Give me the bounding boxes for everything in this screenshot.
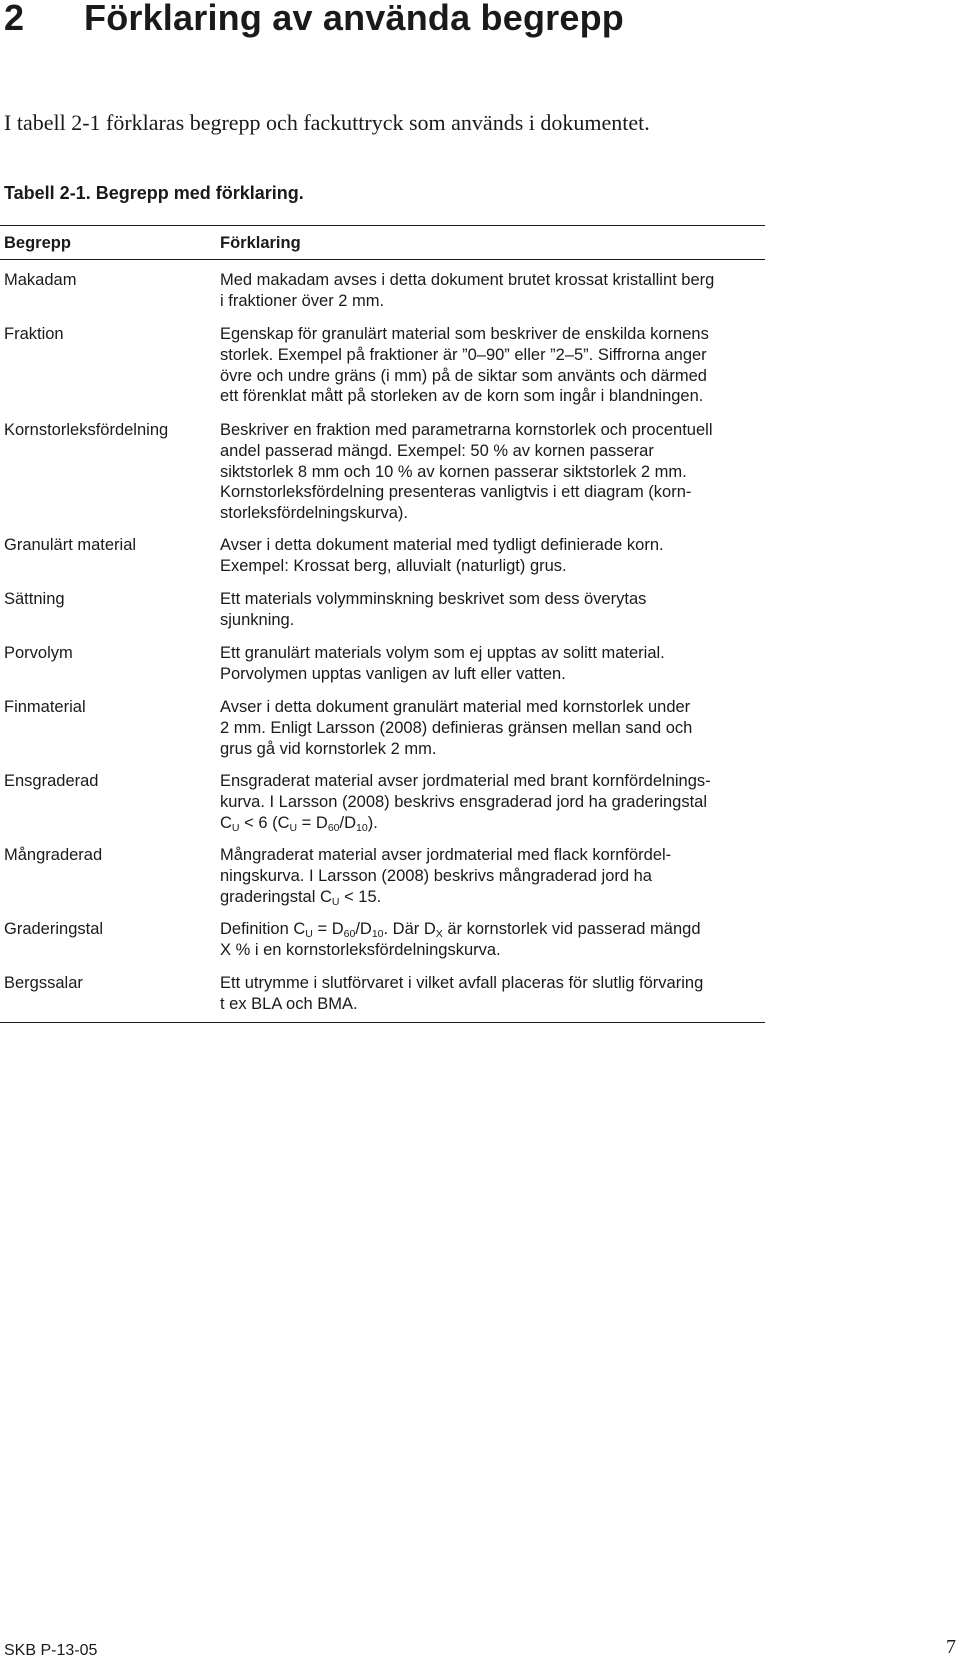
explanation-line: siktstorlek 8 mm och 10 % av kornen passerar siktstorlek 2 mm. [220, 462, 687, 481]
term-cell: Ensgraderad [4, 772, 99, 790]
explanation-line: sjunkning. [220, 610, 295, 629]
explanation-line: Ett utrymme i slutförvaret i vilket avfall placeras för slutlig förvaring [220, 974, 704, 992]
explanation-line: ett förenklat mått på storleken av de korn som ingår i blandningen. [220, 387, 704, 406]
explanation-cell [220, 973, 765, 1015]
explanation-cell [220, 589, 765, 631]
explanation-line: X % i en kornstorleksfördelningskurva. [220, 940, 501, 959]
explanation-cell [220, 919, 765, 961]
explanation-cell [220, 324, 765, 407]
explanation-line: andel passerad mängd. Exempel: 50 % av kornen passerar [220, 441, 654, 460]
table-caption: Tabell 2-1. Begrepp med förklaring. [4, 183, 304, 203]
term-cell: Kornstorleksfördelning [4, 421, 169, 439]
explanation-line: kurva. I Larsson (2008) beskrivs ensgraderad jord ha graderingstal [220, 792, 708, 811]
section-heading [4, 0, 624, 39]
term-cell: Sättning [4, 590, 65, 608]
explanation-cell [220, 643, 765, 685]
explanation-line: Beskriver en fraktion med parametrarna kornstorlek och procentuell [220, 421, 713, 439]
page-number: 7 [946, 1636, 956, 1658]
explanation-line: storleksfördelningskurva). [220, 504, 408, 523]
explanation-line: Kornstorleksfördelning presenteras vanligtvis i ett diagram (korn- [220, 483, 692, 502]
explanation-formula-line: graderingstal $C_U < 15$. [220, 887, 382, 908]
explanation-line: Ett granulärt materials volym som ej upptas av solitt material. [220, 644, 665, 662]
footer-report-id: SKB P-13-05 [4, 1642, 98, 1659]
table-header-rule [0, 259, 765, 260]
term-cell: Granulärt material [4, 536, 137, 554]
explanation-cell [220, 420, 765, 524]
explanation-line: Ensgraderat material avser jordmaterial med brant kornfördelnings- [220, 772, 711, 790]
explanation-line: storlek. Exempel på fraktioner är ”0–90” eller ”2–5”. Siffrorna anger [220, 345, 707, 364]
explanation-line: Avser i detta dokument material med tydligt definierade korn. [220, 536, 664, 554]
explanation-line: grus gå vid kornstorlek 2 mm. [220, 739, 437, 758]
explanation-line: övre och undre gräns (i mm) på de siktar som använts och därmed [220, 366, 707, 385]
table-top-rule [0, 225, 765, 226]
explanation-line: t ex BLA och BMA. [220, 994, 358, 1013]
term-cell: Makadam [4, 271, 77, 289]
explanation-line: Mångraderat material avser jordmaterial med flack kornfördel- [220, 846, 672, 864]
explanation-line: 2 mm. Enligt Larsson (2008) definieras gränsen mellan sand och [220, 718, 693, 737]
explanation-line: i fraktioner över 2 mm. [220, 291, 385, 310]
section-title: Förklaring av använda begrepp [84, 0, 624, 38]
explanation-formula-line: $C_U < 6$ $(C_U = D_{60}/D_{10})$. [220, 813, 378, 834]
explanation-cell [220, 535, 765, 577]
term-cell: Finmaterial [4, 698, 86, 716]
term-cell: Fraktion [4, 325, 64, 343]
term-cell: Bergssalar [4, 974, 83, 992]
section-number: 2 [4, 0, 25, 38]
column-header-term: Begrepp [4, 234, 71, 252]
explanation-line: Porvolymen upptas vanligen av luft eller vatten. [220, 664, 566, 683]
term-cell: Porvolym [4, 644, 73, 662]
explanation-formula-line: Definition $C_U = D_{60}/D_{10}$. Där $D_X$ är kornstorlek vid passerad mängd [220, 920, 701, 940]
explanation-cell [220, 771, 765, 833]
explanation-line: ningskurva. I Larsson (2008) beskrivs mångraderad jord ha [220, 866, 652, 885]
table-bottom-rule [0, 1022, 765, 1023]
column-header-explanation: Förklaring [220, 234, 301, 252]
explanation-cell [220, 270, 765, 312]
term-cell: Mångraderad [4, 846, 103, 864]
explanation-line: Avser i detta dokument granulärt material med kornstorlek under [220, 698, 691, 716]
explanation-line: Med makadam avses i detta dokument brutet krossat kristallint berg [220, 271, 715, 289]
explanation-line: Ett materials volymminskning beskrivet som dess överytas [220, 590, 647, 608]
explanation-line: Egenskap för granulärt material som beskriver de enskilda kornens [220, 325, 709, 343]
intro-paragraph: I tabell 2-1 förklaras begrepp och fackuttryck som används i dokumentet. [4, 110, 650, 135]
explanation-cell [220, 697, 765, 759]
explanation-line: Exempel: Krossat berg, alluvialt (naturligt) grus. [220, 556, 567, 575]
explanation-cell [220, 845, 765, 907]
term-cell: Graderingstal [4, 920, 104, 938]
